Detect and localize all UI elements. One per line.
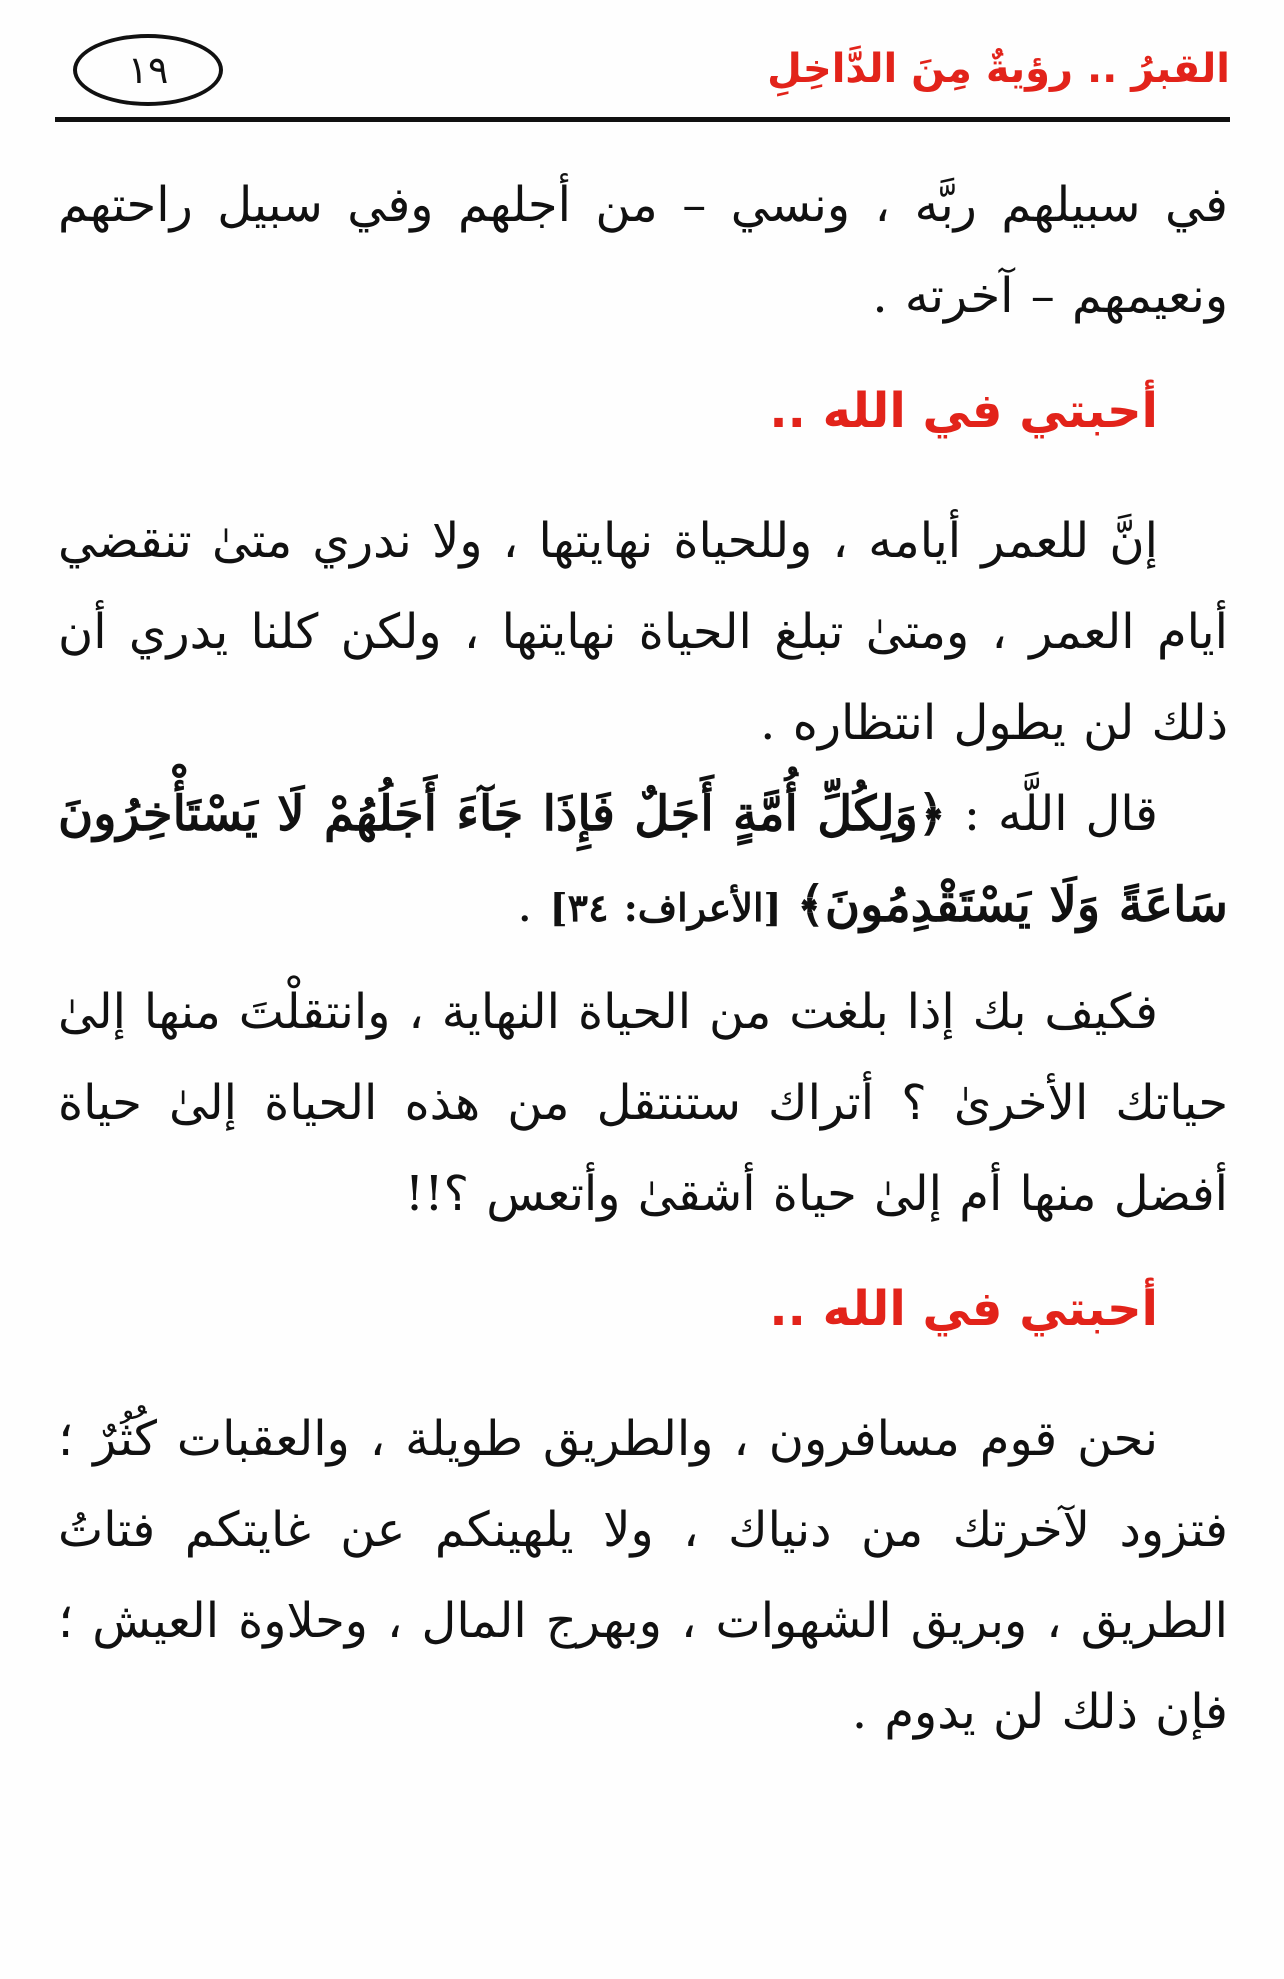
quote-end: . — [517, 877, 550, 933]
verse-reference: [الأعراف: ٣٤] — [549, 885, 797, 930]
paragraph-next-life: فكيف بك إذا بلغت من الحياة النهاية ، وانتقلْتَ منها إلىٰ حياتك الأخرىٰ ؟ أتراك ستنتقل من هذه الحياة إلىٰ حياة أفضل منها أم إلىٰ حياة أشقىٰ وأتعس ؟!! — [58, 984, 1228, 1222]
page-body — [58, 160, 1228, 1758]
quote-intro: قال اللَّه : — [946, 786, 1158, 842]
quran-verse: ﴿وَلِكُلِّ أُمَّةٍ أَجَلٌ فَإِذَا جَآءَ أَجَلُهُمْ لَا يَسْتَأْخِرُونَ سَاعَةً وَلَا يَسْتَقْدِمُونَ﴾ — [58, 786, 1228, 933]
section-heading: أحبتي في الله .. — [769, 1281, 1158, 1337]
paragraph-quran-quote — [58, 769, 1228, 953]
paragraph-life-span: إنَّ للعمر أيامه ، وللحياة نهايتها ، ولا ندري متىٰ تنقضي أيام العمر ، ومتىٰ تبلغ الحياة نهايتها ، ولكن كلنا يدري أن ذلك لن يطول انتظاره . — [58, 513, 1228, 751]
running-title: القبرُ .. رؤيةٌ مِنَ الدَّاخِلِ — [767, 46, 1230, 92]
page-number: ١٩ — [73, 34, 223, 106]
header-rule — [55, 117, 1230, 122]
paragraph-travelers: نحن قوم مسافرون ، والطريق طويلة ، والعقبات كُثُرٌ ؛ فتزود لآخرتك من دنياك ، ولا يلهينكم عن غايتكم فتاتُ الطريق ، وبريق الشهوات ، وبهرج المال ، وحلاوة العيش ؛ فإن ذلك لن يدوم . — [58, 1411, 1228, 1740]
section-heading: أحبتي في الله .. — [769, 383, 1158, 439]
page-header — [55, 30, 1230, 122]
paragraph-continuation: في سبيلهم ربَّه ، ونسي – من أجلهم وفي سبيل راحتهم ونعيمهم – آخرته . — [58, 177, 1228, 324]
